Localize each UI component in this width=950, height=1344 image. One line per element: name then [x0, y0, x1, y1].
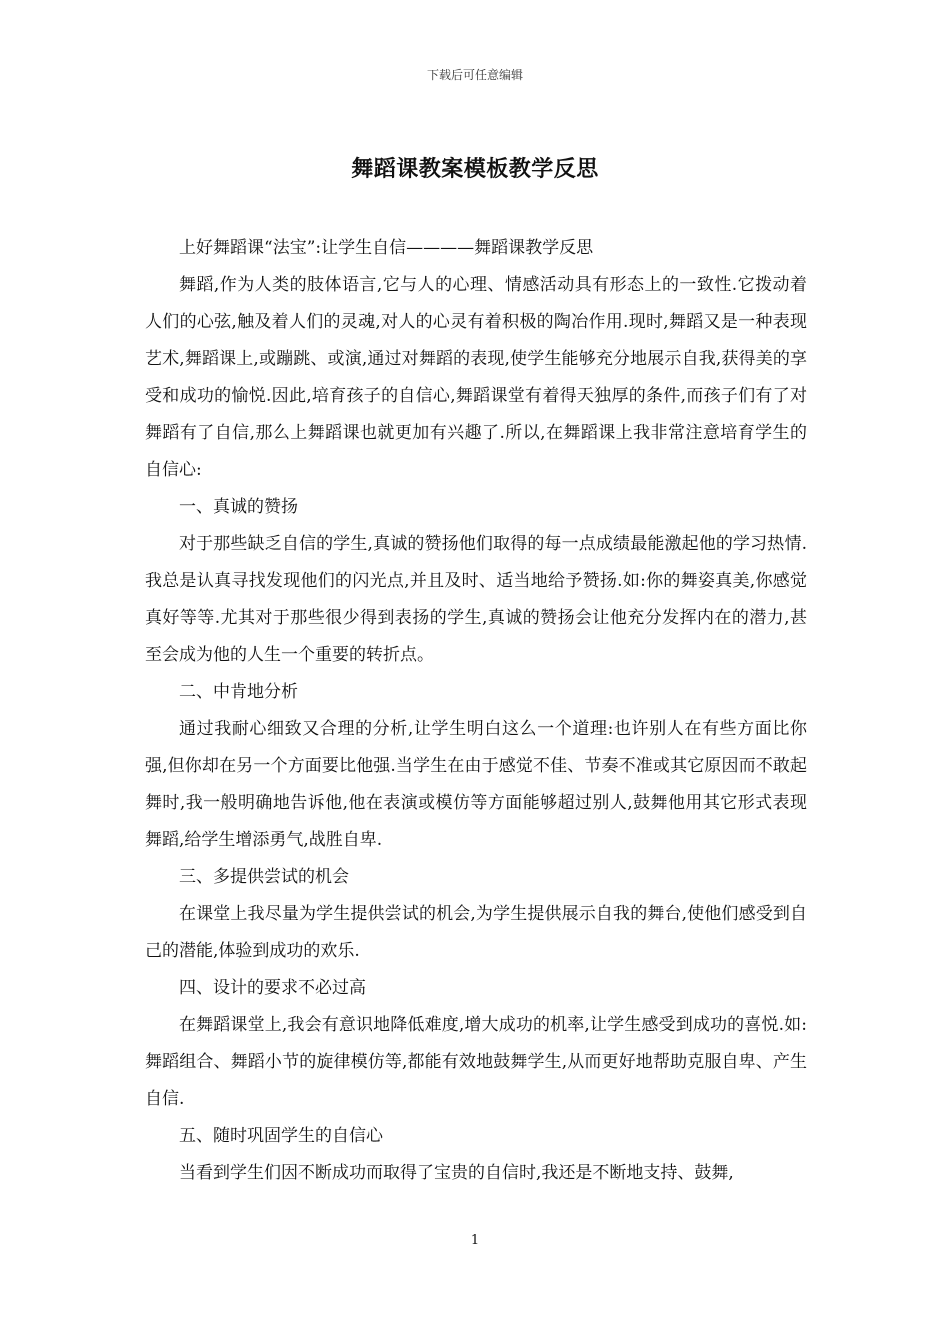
page-number: 1	[470, 1233, 480, 1248]
document-title: 舞蹈课教案模板教学反思	[351, 156, 599, 182]
section-heading-2: 二、中肯地分析	[179, 682, 298, 702]
paragraph-intro: 舞蹈,作为人类的肢体语言,它与人的心理、情感活动具有形态上的一致性.它拨动着人们的心弦,触及着人们的灵魂,对人的心灵有着积极的陶冶作用.现时,舞蹈又是一种表现艺术,舞蹈课上,或蹦跳、或演,通过对舞蹈的表现,使学生能够充分地展示自我,获得美的享受和成功的愉悦.因此,培育孩子的自信心,舞蹈课堂有着得天独厚的条件,而孩子们有了对舞蹈有了自信,那么上舞蹈课也就更加有兴趣了.所以,在舞蹈课上我非常注意培育学生的自信心:	[145, 275, 807, 480]
paragraph-section-2: 通过我耐心细致又合理的分析,让学生明白这么一个道理:也许别人在有些方面比你强,但你却在另一个方面要比他强.当学生在由于感觉不佳、节奏不准或其它原因而不敢起舞时,我一般明确地告诉他,他在表演或模仿等方面能够超过别人,鼓舞他用其它形式表现舞蹈,给学生增添勇气,战胜自卑.	[145, 719, 807, 850]
section-heading-4: 四、设计的要求不必过高	[179, 978, 366, 998]
section-heading-3: 三、多提供尝试的机会	[179, 867, 349, 887]
paragraph-section-5: 当看到学生们因不断成功而取得了宝贵的自信时,我还是不断地支持、鼓舞,	[179, 1163, 734, 1183]
paragraph-section-1: 对于那些缺乏自信的学生,真诚的赞扬他们取得的每一点成绩最能激起他的学习热情.我总是认真寻找发现他们的闪光点,并且及时、适当地给予赞扬.如:你的舞姿真美,你感觉真好等等.尤其对于那些很少得到表扬的学生,真诚的赞扬会让他充分发挥内在的潜力,甚至会成为他的人生一个重要的转折点。	[145, 534, 807, 665]
document-body	[145, 230, 807, 1192]
page-header: 下载后可任意编辑	[426, 68, 523, 82]
section-heading-5: 五、随时巩固学生的自信心	[179, 1126, 383, 1146]
section-heading-1: 一、真诚的赞扬	[179, 497, 298, 517]
paragraph-section-3: 在课堂上我尽量为学生提供尝试的机会,为学生提供展示自我的舞台,使他们感受到自己的潜能,体验到成功的欢乐.	[145, 904, 807, 961]
paragraph-section-4: 在舞蹈课堂上,我会有意识地降低难度,增大成功的机率,让学生感受到成功的喜悦.如:舞蹈组合、舞蹈小节的旋律模仿等,都能有效地鼓舞学生,从而更好地帮助克服自卑、产生自信.	[145, 1015, 807, 1109]
paragraph-subtitle: 上好舞蹈课“法宝”:让学生自信————舞蹈课教学反思	[179, 238, 594, 258]
